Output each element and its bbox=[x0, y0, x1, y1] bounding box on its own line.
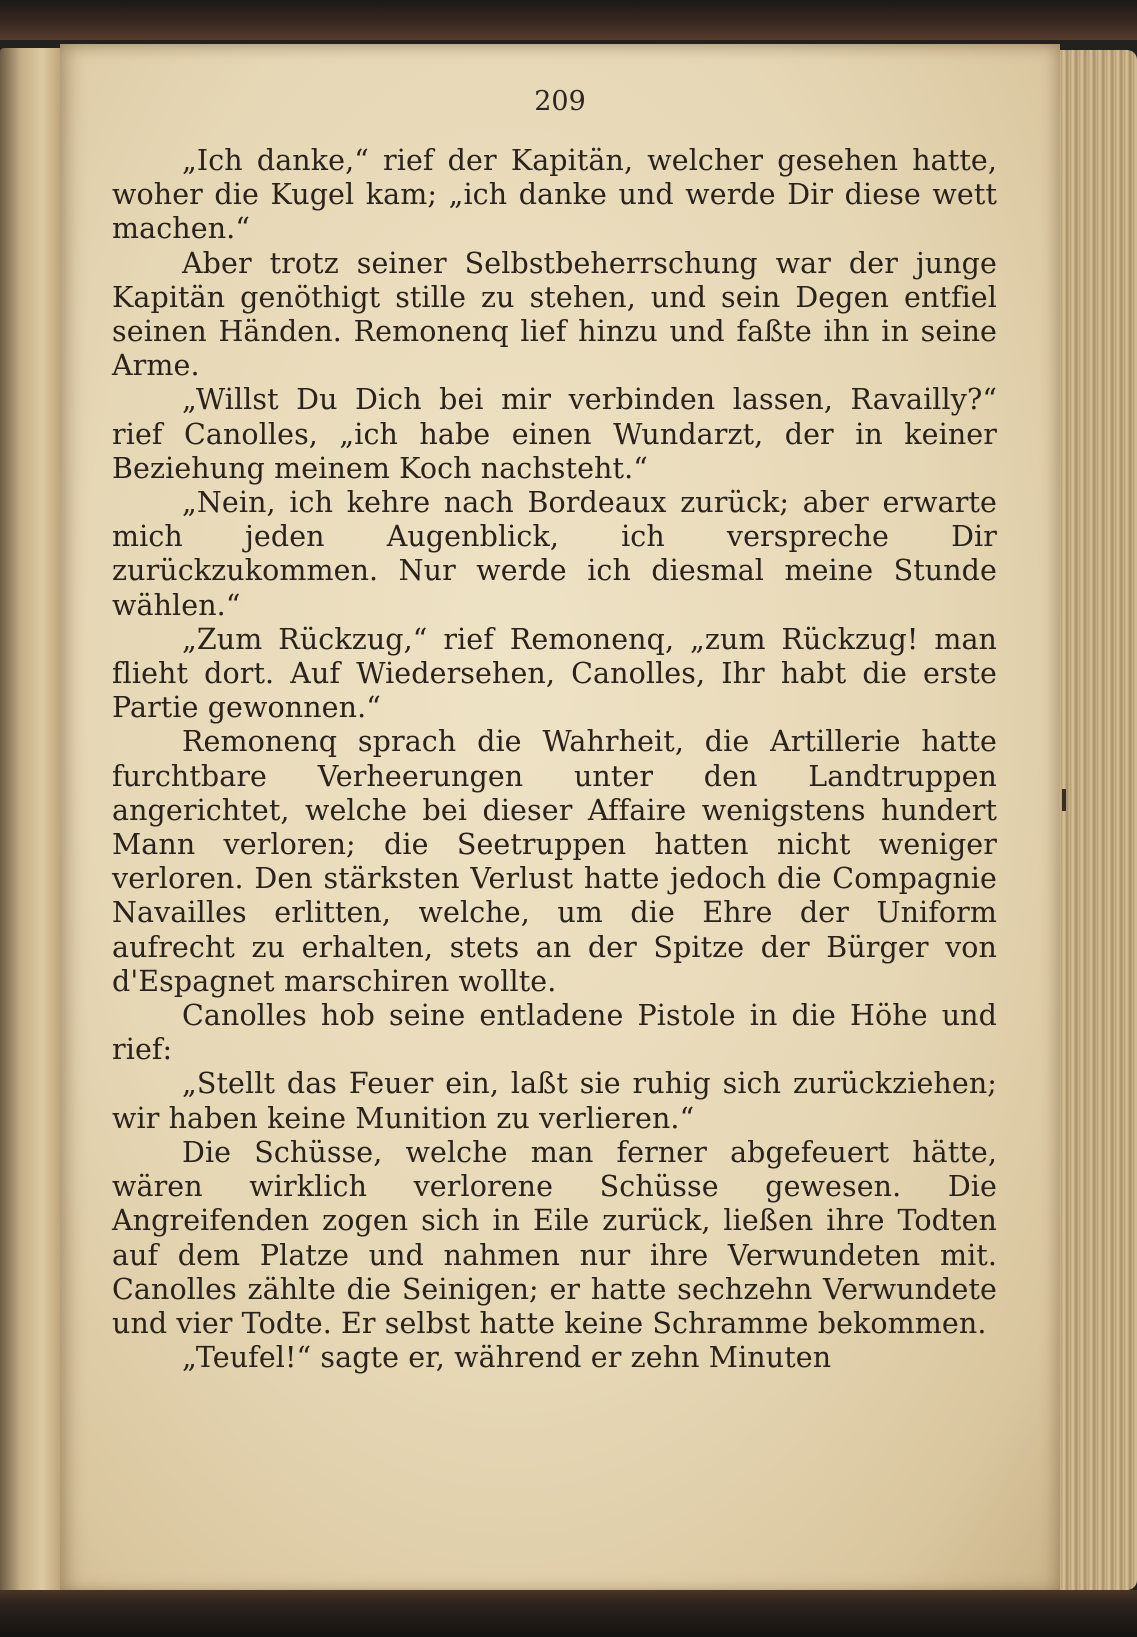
paragraph: Die Schüsse, welche man ferner abgefeuert hätte, wären wirklich verlorene Schüsse gewesen. Die Angreifenden zogen sich in Eile zurück, ließen ihre Todten auf dem Platze und nahmen nur ihre Verwundeten mit. Canolles zählte die Seinigen; er hatte sechzehn Verwundete und vier Todte. Er selbst hatte keine Schramme bekommen. bbox=[112, 1135, 997, 1340]
paragraph: Aber trotz seiner Selbstbeherrschung war der junge Kapitän genöthigt stille zu stehen, und sein Degen entfiel seinen Händen. Remonenq lief hinzu und faßte ihn in seine Arme. bbox=[112, 246, 997, 383]
body-text bbox=[112, 144, 997, 1375]
binding-bottom bbox=[0, 1590, 1137, 1637]
paragraph: „Ich danke,“ rief der Kapitän, welcher gesehen hatte, woher die Kugel kam; „ich danke und werde Dir diese wett machen.“ bbox=[112, 144, 997, 246]
book-page bbox=[60, 44, 1060, 1594]
facing-page-edge bbox=[0, 48, 60, 1593]
page-number: 209 bbox=[534, 86, 586, 117]
page-stack-edges bbox=[1052, 50, 1137, 1590]
paragraph: „Zum Rückzug,“ rief Remonenq, „zum Rückzug! man flieht dort. Auf Wiedersehen, Canolles, Ihr habt die erste Partie gewonnen.“ bbox=[112, 622, 997, 725]
paragraph: Remonenq sprach die Wahrheit, die Artillerie hatte furchtbare Verheerungen unter den Landtruppen angerichtet, welche bei dieser Affaire wenigstens hundert Mann verloren; die Seetruppen hatten nicht weniger verloren. Den stärksten Verlust hatte jedoch die Compagnie Navailles erlitten, welche, um die Ehre der Uniform aufrecht zu erhalten, stets an der Spitze der Bürger von d'Espagnet marschiren wollte. bbox=[112, 725, 997, 998]
paragraph: „Teufel!“ sagte er, während er zehn Minuten bbox=[182, 1341, 832, 1375]
paragraph: „Nein, ich kehre nach Bordeaux zurück; aber erwarte mich jeden Augenblick, ich verspreche Dir zurückzukommen. Nur werde ich diesmal meine Stunde wählen.“ bbox=[112, 486, 997, 622]
paragraph: „Willst Du Dich bei mir verbinden lassen, Ravailly?“ rief Canolles, „ich habe einen Wundarzt, der in keiner Beziehung meinem Koch nachsteht.“ bbox=[112, 383, 997, 485]
paragraph: „Stellt das Feuer ein, laßt sie ruhig sich zurückziehen; wir haben keine Munition zu verlieren.“ bbox=[112, 1067, 997, 1135]
binding-top bbox=[0, 0, 1137, 40]
paragraph: Canolles hob seine entladene Pistole in die Höhe und rief: bbox=[112, 999, 997, 1067]
margin-mark bbox=[1062, 789, 1066, 811]
